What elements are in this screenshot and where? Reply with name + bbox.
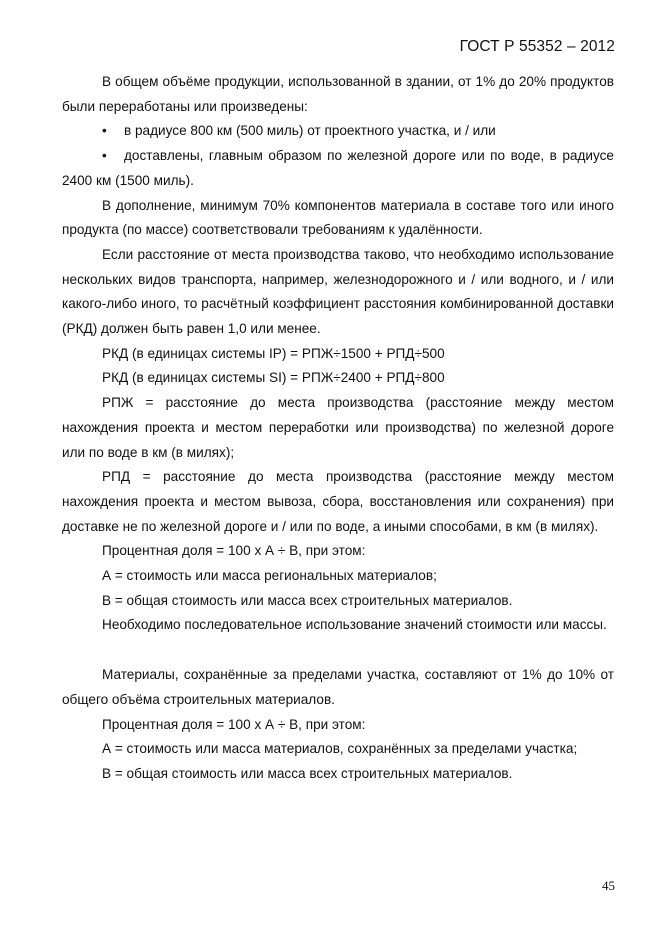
paragraph-offsite-materials: Материалы, сохранённые за пределами участка, составляют от 1% до 10% от общего объёма строительных материалов. <box>62 667 614 707</box>
formula-percent-share: Процентная доля = 100 х А ÷ В, при этом: <box>102 543 366 559</box>
bullet-item <box>62 144 614 193</box>
bullet-text: в радиусе 800 км (500 миль) от проектного участка, и / или <box>124 123 496 139</box>
paragraph-spacer <box>62 638 614 663</box>
definition-b-2: В = общая стоимость или масса всех строительных материалов. <box>102 765 513 781</box>
definition-a: А = стоимость или масса региональных материалов; <box>102 568 437 584</box>
formula-percent-share-2: Процентная доля = 100 х А ÷ В, при этом: <box>102 716 366 732</box>
paragraph-consistency-note: Необходимо последовательное использование значений стоимости или массы. <box>102 617 607 633</box>
document-code-header: ГОСТ Р 55352 – 2012 <box>459 38 615 55</box>
bullet-icon: • <box>102 148 107 164</box>
definition-rpzh: РПЖ = расстояние до места производства (расстояние между местом нахождения проекта и местом переработки или производства) по железной дороге или по воде в км (в милях); <box>62 395 614 460</box>
definition-a-2: А = стоимость или масса материалов, сохранённых за пределами участка; <box>102 741 578 757</box>
bullet-item <box>62 119 614 144</box>
formula-rkd-ip: РКД (в единицах системы IP) = РПЖ÷1500 + РПД÷500 <box>102 345 445 361</box>
bullet-icon: • <box>102 123 107 139</box>
paragraph-component-share: В дополнение, минимум 70% компонентов материала в составе того или иного продукта (по массе) соответствовали требованиям к удалённости. <box>62 197 614 238</box>
bullet-text: доставлены, главным образом по железной дороге или по воде, в радиусе 2400 км (1500 миль). <box>62 148 614 188</box>
paragraph-combined-delivery: Если расстояние от места производства таково, что необходимо использование нескольких видов транспорта, например, железнодорожного и / или водного, и / или какого-либо иного, то расчётный коэффициент расстояния комбинированной доставки (РКД) должен быть равен 1,0 или менее. <box>62 246 614 337</box>
definition-rpd: РПД = расстояние до места производства (расстояние между местом нахождения проекта и местом вывоза, сбора, восстановления или сохранения) при доставке не по железной дороге и / или по воде, а иными способами, в км (в милях). <box>62 469 614 534</box>
document-body <box>62 70 614 787</box>
paragraph-recycled-share: В общем объёме продукции, использованной в здании, от 1% до 20% продуктов были переработаны или произведены: <box>62 74 614 114</box>
formula-rkd-si: РКД (в единицах системы SI) = РПЖ÷2400 + РПД÷800 <box>102 370 445 386</box>
definition-b: В = общая стоимость или масса всех строительных материалов. <box>102 592 513 608</box>
page-number: 45 <box>602 878 615 893</box>
